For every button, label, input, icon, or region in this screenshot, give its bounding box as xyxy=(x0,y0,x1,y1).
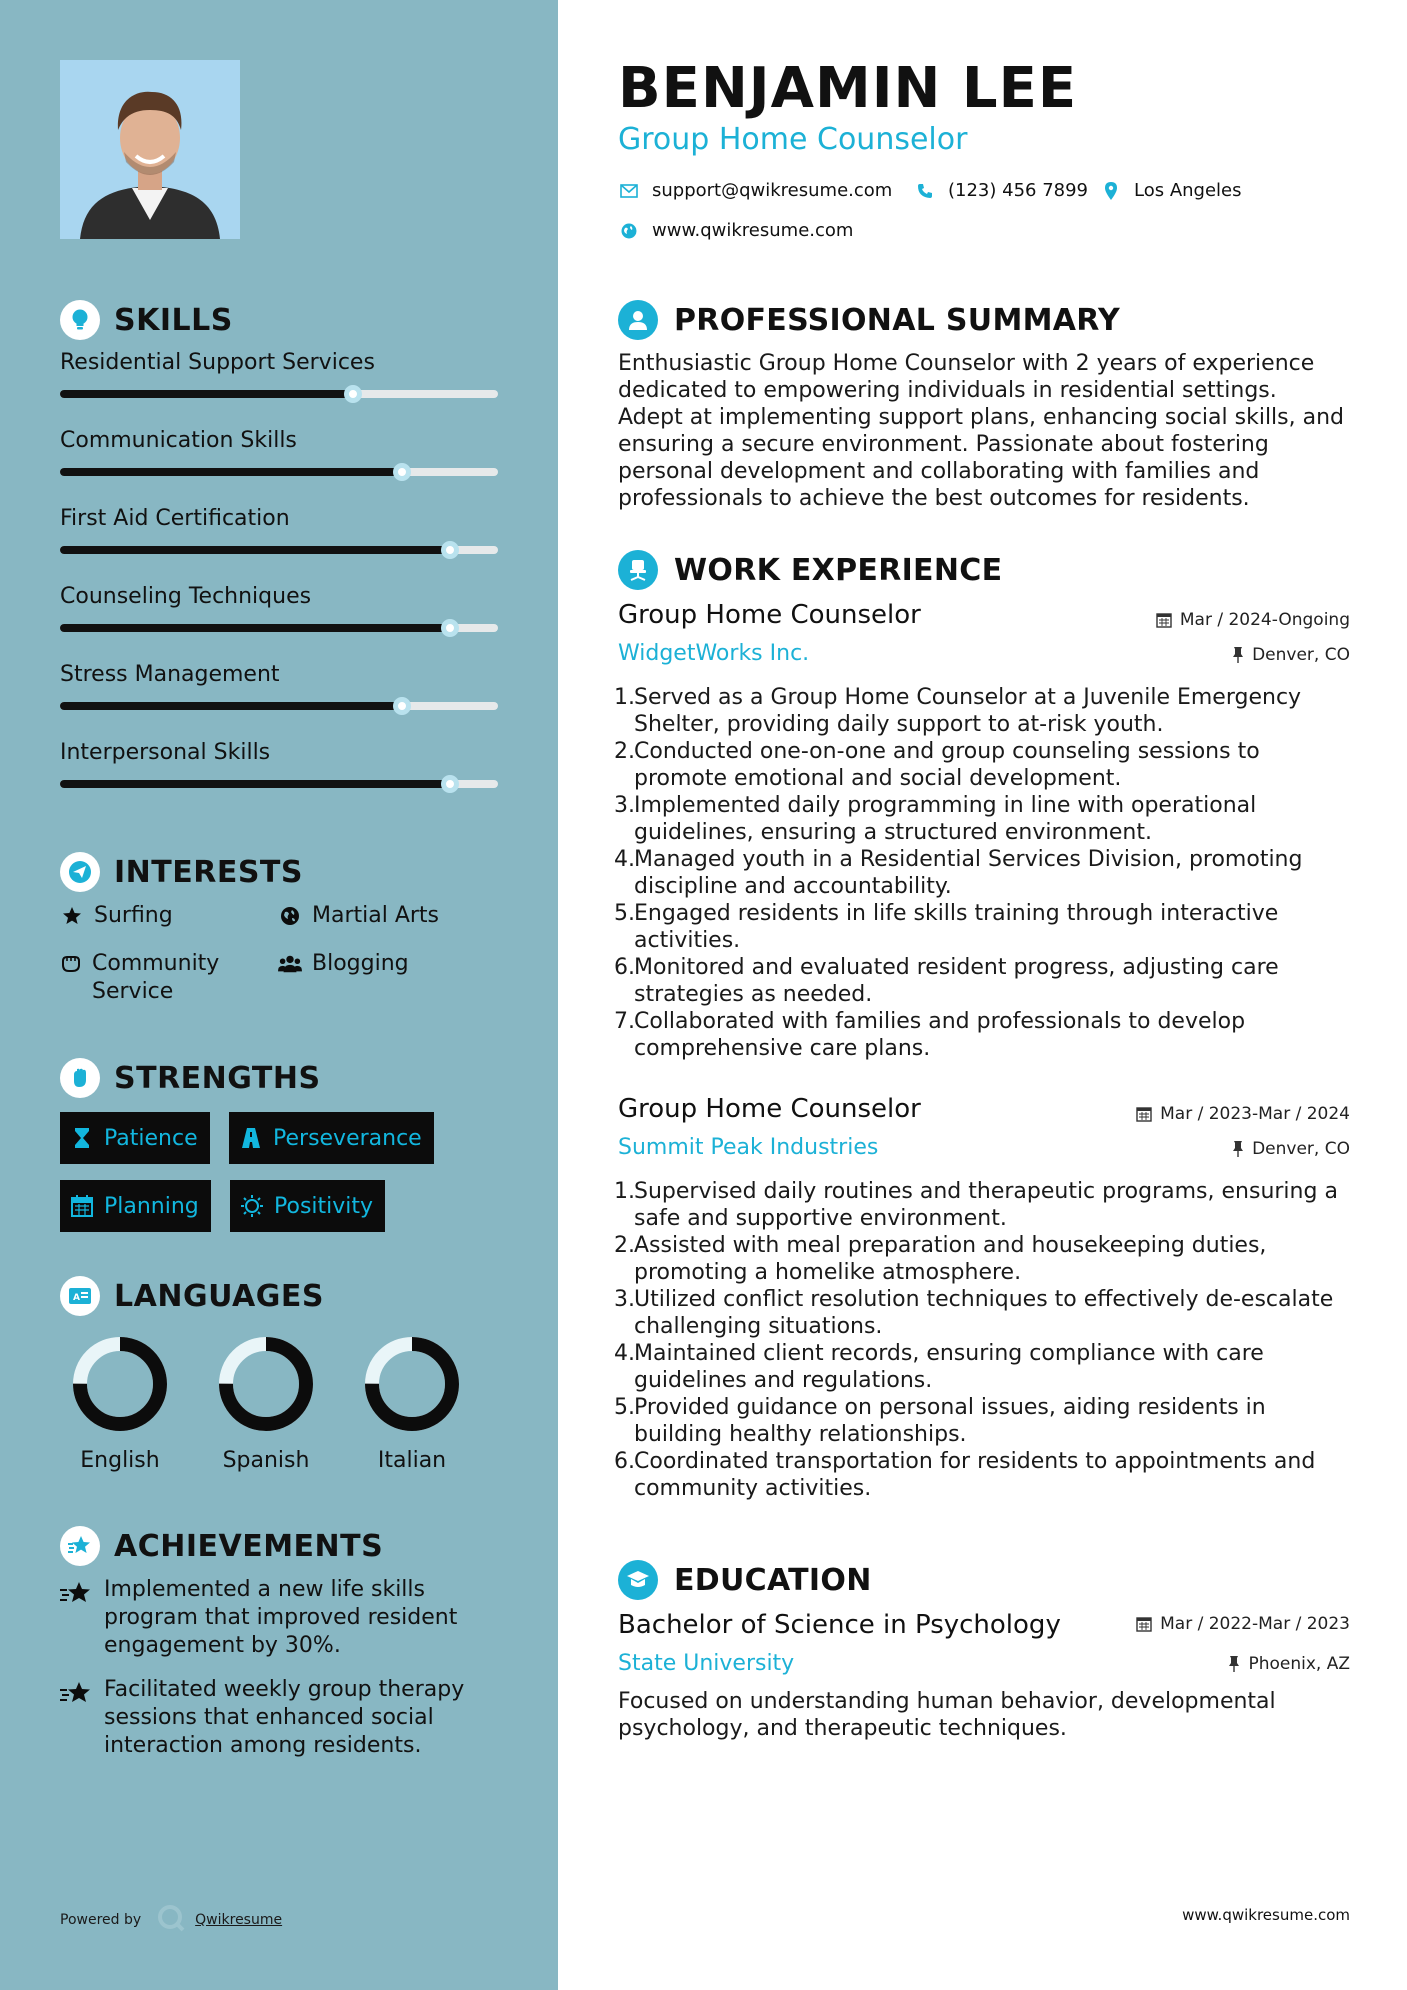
skill-bar-handle xyxy=(441,775,459,793)
list-item: 4. Maintained client records, ensuring compliance with care guidelines and regulations. xyxy=(614,1341,1264,1393)
strengths-title: STRENGTHS xyxy=(114,1060,321,1096)
star-icon xyxy=(60,902,84,930)
strength-label: Planning xyxy=(104,1193,199,1219)
interests-title: INTERESTS xyxy=(114,854,303,890)
achievements-heading xyxy=(60,1526,383,1566)
star-trail-icon xyxy=(60,1676,92,1760)
language-ring xyxy=(362,1334,462,1434)
skill-name: Counseling Techniques xyxy=(60,584,312,609)
powered-by-label: Powered by xyxy=(60,1912,142,1928)
list-item: 3. Utilized conflict resolution techniques to effectively de-escalate challenging situations. xyxy=(614,1287,1334,1339)
skill-bar-handle xyxy=(393,463,411,481)
job-location-text: Denver, CO xyxy=(1252,1139,1350,1159)
languages-heading xyxy=(60,1276,324,1316)
summary-text: Enthusiastic Group Home Counselor with 2 years of experience dedicated to empowering individuals in residential settings. Adept at implementing support plans, enhancing social skills, and ensuring a secure environment. Passionate about fostering personal development and collaborating with families and professionals to achieve the best outcomes for residents. xyxy=(618,351,1345,511)
list-item: 7. Collaborated with families and professionals to develop comprehensive care plans. xyxy=(614,1009,1246,1061)
skill-item xyxy=(60,662,498,692)
job-title: Group Home Counselor xyxy=(618,600,921,630)
strength-tag xyxy=(230,1180,385,1232)
website-text: www.qwikresume.com xyxy=(652,220,854,241)
envelope-icon xyxy=(618,184,640,198)
list-item: 4. Managed youth in a Residential Services Division, promoting discipline and accountability. xyxy=(614,847,1303,899)
skill-name: Communication Skills xyxy=(60,428,297,453)
paper-plane-icon xyxy=(60,852,100,892)
pushpin-icon xyxy=(1232,1140,1244,1158)
calendar-icon xyxy=(1156,612,1172,628)
achievement-item xyxy=(60,1576,500,1660)
job-title: Group Home Counselor xyxy=(618,1094,921,1124)
strength-tag xyxy=(60,1180,211,1232)
job-duties-list xyxy=(614,1178,1354,1502)
job-location-text: Denver, CO xyxy=(1252,645,1350,665)
phone-icon xyxy=(914,183,936,199)
language-ring xyxy=(70,1334,170,1434)
languages-title: LANGUAGES xyxy=(114,1278,324,1314)
pushpin-icon xyxy=(1232,646,1244,664)
job-duties-list xyxy=(614,684,1354,1062)
list-item: 2. Conducted one-on-one and group counseling sessions to promote emotional and social development. xyxy=(614,739,1260,791)
qwikresume-link[interactable]: Qwikresume xyxy=(195,1912,283,1928)
language-name: English xyxy=(80,1448,160,1473)
graduation-icon xyxy=(618,1560,658,1600)
strength-label: Perseverance xyxy=(273,1125,422,1151)
globe-icon xyxy=(278,902,302,930)
strength-label: Positivity xyxy=(274,1193,374,1219)
users-icon xyxy=(278,950,302,978)
skill-item xyxy=(60,584,498,614)
skill-item xyxy=(60,350,498,380)
office-chair-icon xyxy=(618,550,658,590)
education-title: EDUCATION xyxy=(674,1562,872,1598)
globe-icon xyxy=(618,223,640,239)
email-text: support@qwikresume.com xyxy=(652,180,893,201)
profile-photo xyxy=(60,60,240,239)
star-badge-icon xyxy=(60,1526,100,1566)
education-heading xyxy=(618,1560,872,1600)
language-item xyxy=(206,1334,326,1473)
list-item: 6. Monitored and evaluated resident progress, adjusting care strategies as needed. xyxy=(614,955,1279,1007)
interest-item xyxy=(278,950,409,978)
fist-icon xyxy=(60,1058,100,1098)
skill-bar-fill xyxy=(60,702,402,710)
experience-heading xyxy=(618,550,1002,590)
interest-label: Martial Arts xyxy=(312,903,440,928)
skill-bar-handle xyxy=(344,385,362,403)
education-dates-text: Mar / 2022-Mar / 2023 xyxy=(1160,1614,1350,1634)
company-name: Summit Peak Industries xyxy=(618,1135,879,1160)
user-icon xyxy=(618,300,658,340)
skill-bar-fill xyxy=(60,780,450,788)
qwikresume-logo-icon xyxy=(157,1904,185,1936)
skill-name: Stress Management xyxy=(60,662,280,687)
hand-icon xyxy=(60,950,82,978)
skill-bar-fill xyxy=(60,468,402,476)
list-item: 6. Coordinated transportation for residents to appointments and community activities. xyxy=(614,1449,1316,1501)
skill-name: Residential Support Services xyxy=(60,350,375,375)
job-dates-text: Mar / 2024-Ongoing xyxy=(1179,610,1350,630)
achievements-title: ACHIEVEMENTS xyxy=(114,1528,384,1564)
contact-location xyxy=(1100,180,1242,201)
interest-item xyxy=(278,902,439,930)
skill-item xyxy=(60,506,498,536)
calendar-icon xyxy=(1136,1106,1152,1122)
skill-bar-fill xyxy=(60,624,450,632)
education-dates xyxy=(1136,1614,1350,1634)
interest-label: Surfing xyxy=(94,903,173,928)
powered-by xyxy=(60,1904,282,1936)
skill-name: First Aid Certification xyxy=(60,506,290,531)
interests-heading xyxy=(60,852,303,892)
degree-title: Bachelor of Science in Psychology xyxy=(618,1610,1061,1640)
school-name: State University xyxy=(618,1651,795,1676)
location-text: Los Angeles xyxy=(1134,180,1242,201)
skill-bar-fill xyxy=(60,546,450,554)
contact-email[interactable] xyxy=(618,180,892,201)
list-item: 5. Engaged residents in life skills training through interactive activities. xyxy=(614,901,1279,953)
interest-item xyxy=(60,950,250,1006)
skill-bar-fill xyxy=(60,390,353,398)
svg-text:A: A xyxy=(73,1293,80,1303)
interest-label: Blogging xyxy=(312,951,409,976)
achievement-text: Facilitated weekly group therapy sessions that enhanced social interaction among residents. xyxy=(104,1677,465,1758)
language-card-icon xyxy=(60,1276,100,1316)
education-description: Focused on understanding human behavior, developmental psychology, and therapeutic techniques. xyxy=(618,1689,1276,1741)
list-item: 1. Served as a Group Home Counselor at a Juvenile Emergency Shelter, providing daily support to at-risk youth. xyxy=(614,685,1302,737)
skill-bar-handle xyxy=(441,619,459,637)
language-item xyxy=(60,1334,180,1473)
interest-label: Community Service xyxy=(92,951,220,1004)
list-item: 1. Supervised daily routines and therapeutic programs, ensuring a safe and supportive environment. xyxy=(614,1179,1338,1231)
strength-tag xyxy=(229,1112,434,1164)
experience-title: WORK EXPERIENCE xyxy=(674,552,1003,588)
contact-website[interactable] xyxy=(618,220,853,241)
list-item: 5. Provided guidance on personal issues, aiding residents in building healthy relationships. xyxy=(614,1395,1266,1447)
phone-text: (123) 456 7899 xyxy=(948,180,1089,201)
strength-tag xyxy=(60,1112,210,1164)
star-trail-icon xyxy=(60,1576,92,1660)
sun-icon xyxy=(240,1194,264,1218)
calendar-icon xyxy=(70,1194,94,1218)
job-dates xyxy=(1156,610,1350,630)
skill-bar xyxy=(60,546,498,554)
lightbulb-icon xyxy=(60,300,100,340)
footer-website-link[interactable]: www.qwikresume.com xyxy=(1182,1906,1350,1924)
education-location xyxy=(1228,1654,1350,1674)
job-dates xyxy=(1136,1104,1350,1124)
language-item xyxy=(352,1334,472,1473)
calendar-icon xyxy=(1136,1616,1152,1632)
hourglass-icon xyxy=(70,1126,94,1150)
skill-bar xyxy=(60,780,498,788)
candidate-title: Group Home Counselor xyxy=(618,122,968,157)
road-icon xyxy=(239,1126,263,1150)
strength-label: Patience xyxy=(104,1125,198,1151)
main-content xyxy=(558,0,1407,1990)
skill-bar xyxy=(60,702,498,710)
pushpin-icon xyxy=(1228,1655,1240,1673)
language-name: Spanish xyxy=(222,1448,310,1473)
education-location-text: Phoenix, AZ xyxy=(1248,1654,1350,1674)
map-pin-icon xyxy=(1100,182,1122,200)
summary-title: PROFESSIONAL SUMMARY xyxy=(674,302,1121,338)
skill-bar xyxy=(60,624,498,632)
skill-bar-handle xyxy=(441,541,459,559)
skills-heading xyxy=(60,300,233,340)
job-location xyxy=(1232,645,1350,665)
skill-bar xyxy=(60,390,498,398)
skill-item xyxy=(60,428,498,458)
skill-bar-handle xyxy=(393,697,411,715)
language-ring xyxy=(216,1334,316,1434)
contact-phone[interactable] xyxy=(914,180,1088,201)
strengths-heading xyxy=(60,1058,321,1098)
skills-title: SKILLS xyxy=(114,302,233,338)
achievement-item xyxy=(60,1676,500,1760)
skill-bar xyxy=(60,468,498,476)
job-location xyxy=(1232,1139,1350,1159)
language-name: Italian xyxy=(377,1448,447,1473)
job-dates-text: Mar / 2023-Mar / 2024 xyxy=(1160,1104,1350,1124)
list-item: 3. Implemented daily programming in line with operational guidelines, ensuring a structured environment. xyxy=(614,793,1257,845)
candidate-name: BENJAMIN LEE xyxy=(618,56,1078,121)
interest-item xyxy=(60,902,173,930)
sidebar xyxy=(0,0,558,1990)
skill-name: Interpersonal Skills xyxy=(60,740,271,765)
list-item: 2. Assisted with meal preparation and housekeeping duties, promoting a homelike atmosphere. xyxy=(614,1233,1267,1285)
company-name: WidgetWorks Inc. xyxy=(618,641,810,666)
achievement-text: Implemented a new life skills program that improved resident engagement by 30%. xyxy=(104,1577,458,1658)
summary-heading xyxy=(618,300,1120,340)
skill-item xyxy=(60,740,498,770)
